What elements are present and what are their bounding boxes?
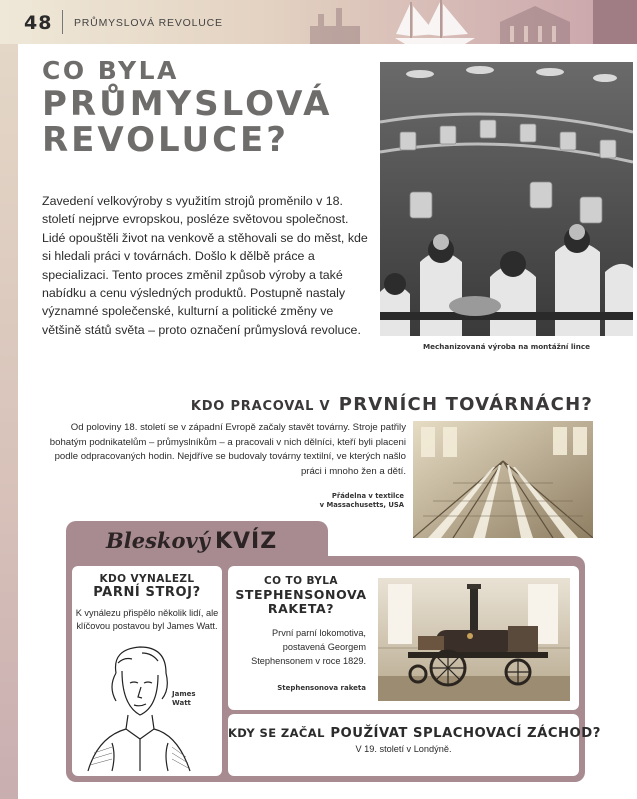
page-title bbox=[42, 56, 333, 160]
quiz-q2-line2: STEPHENSONOVA bbox=[235, 586, 367, 602]
factories-heading bbox=[191, 388, 593, 416]
page-number: 48 bbox=[24, 12, 53, 34]
title-line-3: REVOLUCE? bbox=[42, 120, 289, 160]
quiz-q2-line1: CO TO BYLA bbox=[264, 575, 338, 587]
quiz-q1-line1: KDO VYNALEZL bbox=[99, 573, 195, 585]
title-line-1: CO BYLA bbox=[42, 56, 179, 85]
quiz-question-toilet bbox=[228, 722, 601, 741]
quiz-answer-rocket: První parní lokomotiva, postavená Georgem Stephensonem v roce 1829. bbox=[251, 628, 366, 666]
title-line-2: PRŮMYSLOVÁ bbox=[42, 84, 333, 124]
quiz-title-bold: KVÍZ bbox=[214, 529, 278, 554]
factories-paragraph: Od poloviny 18. století se v západní Evropě začaly stavět továrny. Stroje patřily bohatým podnikatelům – průmyslníkům – a pracovali v nich dělníci, kteří byli placeni podle odpracovaných hodin. Nejdříve se budovaly továrny textilní, ve kterých našlo práci i mnoho žen a dětí. bbox=[49, 422, 406, 477]
textile-mill-caption bbox=[290, 492, 404, 510]
header-accent-tab bbox=[593, 0, 637, 44]
quiz-answer-toilet: V 19. století v Londýně. bbox=[355, 744, 452, 754]
page-header bbox=[0, 0, 637, 44]
quiz-q2-line3: RAKETA? bbox=[267, 600, 335, 616]
factories-heading-big: PRVNÍCH TOVÁRNÁCH? bbox=[338, 394, 593, 415]
james-watt-caption-line1: James bbox=[172, 690, 196, 698]
header-ship-illustration bbox=[300, 0, 590, 44]
quiz-q1-line2: PARNÍ STROJ? bbox=[93, 584, 201, 600]
quiz-title-script: Bleskový bbox=[106, 528, 210, 553]
header-section-title: PRŮMYSLOVÁ REVOLUCE bbox=[74, 17, 223, 29]
textile-mill-caption-line1: Přádelna v textilce bbox=[331, 492, 404, 500]
header-divider bbox=[62, 10, 63, 34]
quiz-q3-small: KDY SE ZAČAL bbox=[228, 726, 325, 740]
quiz-q3-big: POUŽÍVAT SPLACHOVACÍ ZÁCHOD? bbox=[330, 726, 601, 741]
left-decorative-stripe bbox=[0, 44, 18, 799]
assembly-line-caption: Mechanizovaná výroba na montážní lince bbox=[422, 342, 591, 351]
textile-mill-caption-line2: v Massachusetts, USA bbox=[319, 501, 404, 509]
stephenson-rocket-photo bbox=[378, 578, 570, 701]
quiz-answer-steam-engine: K vynálezu přispělo několik lidí, ale klíčovou postavou byl James Watt. bbox=[75, 608, 219, 632]
quiz-question-steam-engine bbox=[72, 574, 222, 600]
intro-paragraph: Zavedení velkovýroby s využitím strojů proměnilo v 18. století nejprve evropskou, posléze světovou společnost. Lidé opouštěli život na venkově a stěhovali se do měst, kde si hledali práci v továrnách. Došlo k dělbě práce a specializaci. Tento proces změnil způsob výroby a také nabídku a cenu výsledných produktů. Postupně nastaly významné společenské, kulturní a politické změny ve většině států světa – proto označení průmyslová revoluce. bbox=[42, 194, 368, 337]
factories-heading-small: KDO PRACOVAL V bbox=[190, 399, 331, 414]
james-watt-caption bbox=[172, 690, 196, 708]
james-watt-portrait bbox=[82, 643, 194, 773]
quiz-question-rocket bbox=[226, 576, 376, 616]
rocket-caption: Stephensonova raketa bbox=[277, 684, 366, 692]
james-watt-caption-line2: Watt bbox=[172, 699, 191, 707]
textile-mill-photo bbox=[413, 421, 593, 538]
quiz-title bbox=[106, 530, 277, 553]
assembly-line-photo bbox=[380, 62, 633, 336]
